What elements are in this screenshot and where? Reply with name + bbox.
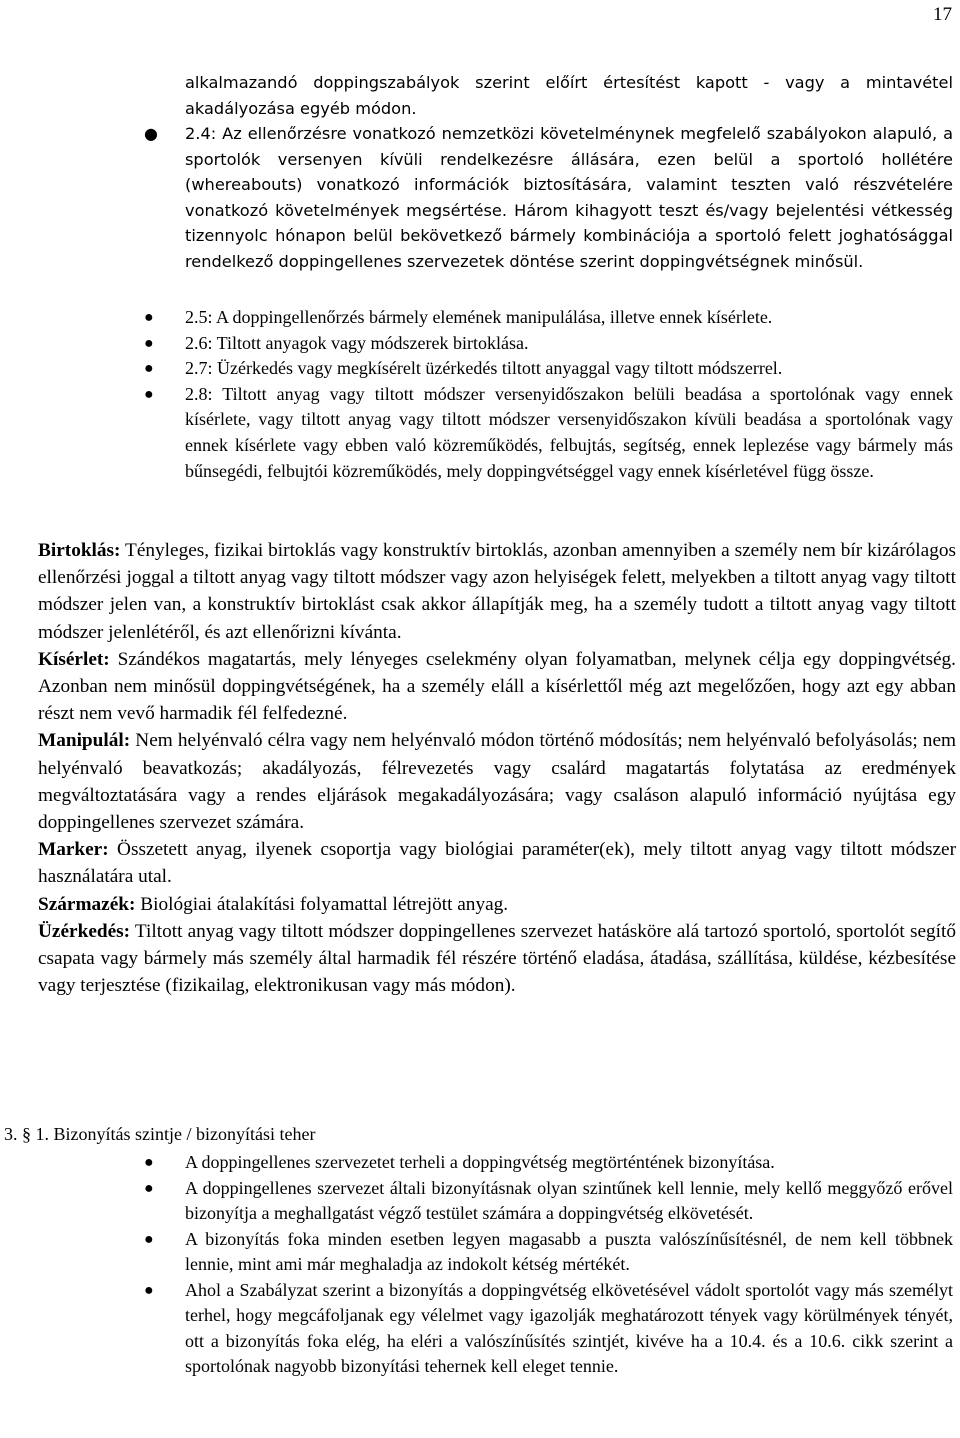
list-item [0,382,960,484]
definition-text: Szándékos magatartás, mely lényeges cselekmény olyan folyamatban, melynek célja egy doppingvétség. Azonban nem minősül doppingvétségének, ha a személy eláll a kísérlettől még azt megelőzően, hogy azt egy abban részt nem vevő harmadik fél felfedezné. [38,648,956,725]
list-item [0,1150,960,1176]
list-item-text: Ahol a Szabályzat szerint a bizonyítás a doppingvétség elkövetésével vádolt sportolót vagy más személyt terhel, hogy megcáfoljanak egy vélelmet vagy igazolják meghatározott tények vagy körülmények tényét, ott a bizonyítás foka elég, ha eléri a valószínűsítés szintjét, kivéve ha a 10.4. és a 10.6. cikk szerint a sportolónak nagyobb bizonyítási tehernek kell eleget tennie. [185,1279,953,1376]
definition-text: Nem helyénvaló célra vagy nem helyénvaló módon történő módosítás; nem helyénvaló befolyásolás; nem helyénvaló beavatkozás; akadályozás, félrevezetés vagy csalárd magatartás folytatása az eredmények megváltoztatására vagy a rendes eljárások megakadályozására; vagy csaláson alapuló információ nyújtása egy doppingellenes szervezet számára. [38,730,956,834]
list-item-text: 2.4: Az ellenőrzésre vonatkozó nemzetközi követelménynek megfelelő szabályokon alapuló, a sportolók versenyen kívüli rendelkezésre állására, ezen belül a sportoló hollétére (whereabouts) vonatkozó információk biztosítására, valamint teszten való részvételére vonatkozó követelmények megsértése. Három kihagyott teszt és/vagy bejelentési vétkesség tizennyolc hónapon belül bekövetkező bármely kombinációja a sportoló felett joghatósággal rendelkező doppingellenes szervezetek döntése szerint doppingvétségnek minősül. [185,124,953,271]
section-heading: 3. § 1. Bizonyítás szintje / bizonyítási teher [4,1124,316,1144]
list-item-text: 2.5: A doppingellenőrzés bármely elemének manipulálása, illetve ennek kísérlete. [185,307,773,327]
definition-marker [38,836,956,890]
list-item-text: 2.8: Tiltott anyag vagy tiltott módszer versenyidőszakon belüli beadása a sportolónak vagy ennek kísérlete, vagy tiltott anyag vagy tiltott módszer versenyidőszakon kívüli beadása a sportolónak vagy ennek kísérlete vagy ebben való közreműködés, felbujtás, segítség, ennek leplezése vagy bármely más bűnsegédi, felbujtói közreműködés, mely doppingvétséggel vagy ennek kísérletével függ össze. [185,383,953,481]
bullet-list-section3 [0,1150,960,1380]
definition-term: Üzérkedés: [38,920,131,942]
bullet-icon: ● [144,360,154,378]
continuation-block [0,70,960,121]
bullet-list-sans [0,121,960,275]
definition-kiserlet [38,646,956,728]
bullet-icon: ● [144,124,158,143]
definition-term: Manipulál: [38,730,131,752]
bullet-icon: ● [144,334,154,352]
bullet-list [0,305,960,484]
list-item-text: A doppingellenes szervezet általi bizonyításnak olyan szintűnek kell lennie, mely kellő meggyőző erővel bizonyítja a meghallgatást végző testület számára a doppingvétség elkövetését. [185,1177,953,1223]
definition-birtoklas [38,537,956,646]
list-item-text: A doppingellenes szervezetet terheli a doppingvétség megtörténtének bizonyítása. [185,1152,775,1172]
bullet-icon: ● [144,1230,154,1248]
list-item-text: 2.7: Üzérkedés vagy megkísérelt üzérkedés tiltott anyaggal vagy tiltott módszerrel. [185,358,783,379]
list-item [0,331,960,357]
definitions [38,537,956,999]
bullet-icon: ● [144,1281,154,1299]
bullet-icon: ● [144,309,154,326]
list-item-text: A bizonyítás foka minden esetben legyen magasabb a puszta valószínűsítésnél, de nem kell többnek lennie, mint ami már meghaladja az indokolt kétség mértékét. [185,1228,953,1274]
definition-term: Kísérlet: [38,648,110,670]
paragraph-text: alkalmazandó doppingszabályok szerint előírt értesítést kapott - vagy a mintavétel akadályozása egyéb módon. [185,73,953,118]
definition-manipulal [38,727,956,836]
page-number: 17 [933,4,952,25]
bullet-icon: ● [144,385,154,403]
definition-term: Származék: [38,893,136,915]
definition-term: Marker: [38,839,109,861]
definition-text: Tiltott anyag vagy tiltott módszer doppingellenes szervezet hatásköre alá tartozó sportoló, sportolót segítő csapata vagy bármely más személy által harmadik fél részére történő eladása, átadása, szállítása, küldése, kézbesítése vagy terjesztése (fizikailag, elektronikusan vagy más módon). [38,920,956,997]
list-item [0,305,960,331]
definition-term: Birtoklás: [38,540,121,561]
list-item [0,356,960,382]
definition-text: Tényleges, fizikai birtoklás vagy konstruktív birtoklás, azonban amennyiben a személy nem bír kizárólagos ellenőrzési joggal a tiltott anyag vagy tiltott módszer vagy azon helyiségek felett, melyekben a tiltott anyag vagy tiltott módszer jelen van, a konstruktív birtoklást csak akkor állapítják meg, ha a személy tudott a tiltott anyag vagy tiltott módszer jelenlétéről, és azt ellenőrizni kívánta. [38,540,956,643]
definition-text: Összetett anyag, ilyenek csoportja vagy biológiai paraméter(ek), mely tiltott anyag vagy tiltott módszer használatára utal. [38,839,956,888]
bullet-icon: ● [144,1179,154,1197]
definition-text: Biológiai átalakítási folyamattal létrejött anyag. [135,893,509,915]
list-item [0,1227,960,1278]
definition-uzerkedes [38,918,956,1000]
list-item [0,70,960,121]
list-item [0,1278,960,1380]
definition-szarmazek [38,891,956,918]
list-item-text: 2.6: Tiltott anyagok vagy módszerek birtoklása. [185,332,529,353]
list-item [0,1176,960,1227]
bullet-icon: ● [144,1154,154,1171]
list-item [0,121,960,275]
